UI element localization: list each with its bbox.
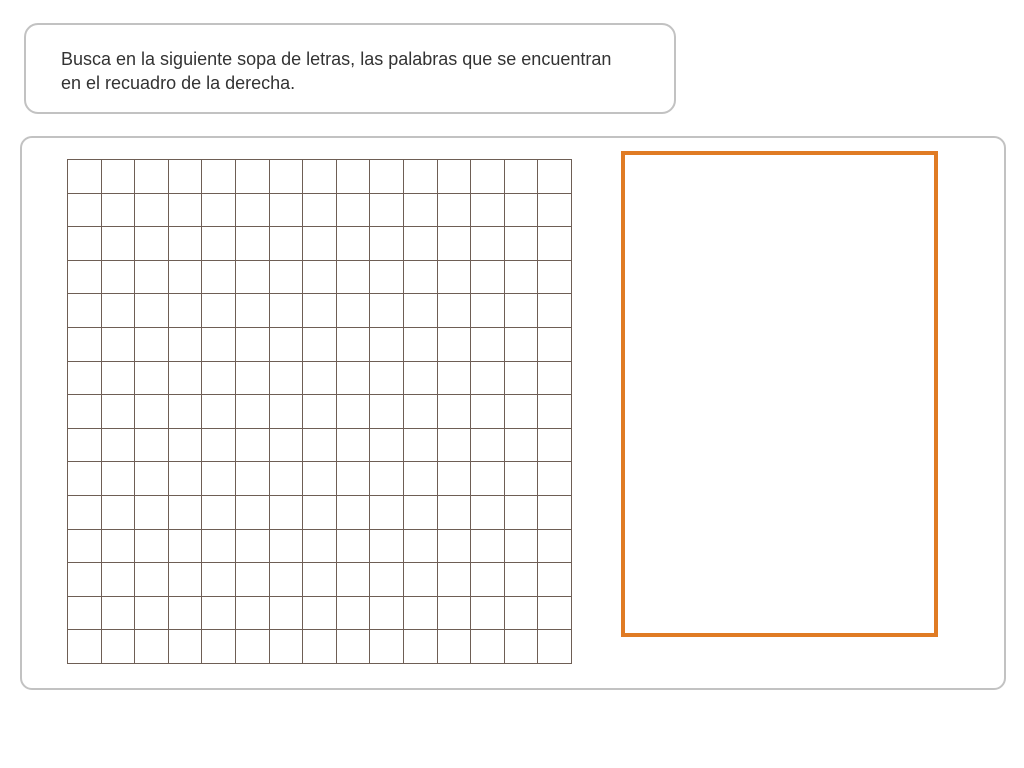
grid-cell[interactable] bbox=[202, 160, 236, 194]
grid-cell[interactable] bbox=[202, 597, 236, 631]
grid-cell[interactable] bbox=[270, 597, 304, 631]
grid-cell[interactable] bbox=[370, 429, 404, 463]
grid-cell[interactable] bbox=[135, 261, 169, 295]
grid-cell[interactable] bbox=[236, 328, 270, 362]
grid-cell[interactable] bbox=[438, 597, 472, 631]
grid-cell[interactable] bbox=[370, 395, 404, 429]
grid-cell[interactable] bbox=[404, 328, 438, 362]
grid-cell[interactable] bbox=[270, 563, 304, 597]
grid-cell[interactable] bbox=[404, 227, 438, 261]
grid-cell[interactable] bbox=[471, 563, 505, 597]
grid-cell[interactable] bbox=[538, 496, 572, 530]
grid-cell[interactable] bbox=[505, 294, 539, 328]
grid-cell[interactable] bbox=[236, 395, 270, 429]
grid-cell[interactable] bbox=[169, 429, 203, 463]
grid-cell[interactable] bbox=[505, 328, 539, 362]
grid-cell[interactable] bbox=[236, 227, 270, 261]
grid-cell[interactable] bbox=[236, 429, 270, 463]
grid-cell[interactable] bbox=[404, 429, 438, 463]
grid-cell[interactable] bbox=[337, 227, 371, 261]
grid-cell[interactable] bbox=[68, 194, 102, 228]
grid-cell[interactable] bbox=[135, 328, 169, 362]
grid-cell[interactable] bbox=[270, 261, 304, 295]
grid-cell[interactable] bbox=[270, 362, 304, 396]
grid-cell[interactable] bbox=[505, 496, 539, 530]
grid-cell[interactable] bbox=[505, 462, 539, 496]
grid-cell[interactable] bbox=[404, 362, 438, 396]
grid-cell[interactable] bbox=[270, 530, 304, 564]
grid-cell[interactable] bbox=[538, 194, 572, 228]
grid-cell[interactable] bbox=[236, 597, 270, 631]
grid-cell[interactable] bbox=[471, 395, 505, 429]
grid-cell[interactable] bbox=[438, 194, 472, 228]
grid-cell[interactable] bbox=[538, 630, 572, 664]
grid-cell[interactable] bbox=[404, 462, 438, 496]
grid-cell[interactable] bbox=[68, 294, 102, 328]
grid-cell[interactable] bbox=[202, 429, 236, 463]
grid-cell[interactable] bbox=[135, 194, 169, 228]
grid-cell[interactable] bbox=[303, 395, 337, 429]
grid-cell[interactable] bbox=[303, 496, 337, 530]
grid-cell[interactable] bbox=[471, 362, 505, 396]
grid-cell[interactable] bbox=[236, 563, 270, 597]
grid-cell[interactable] bbox=[68, 429, 102, 463]
grid-cell[interactable] bbox=[438, 530, 472, 564]
grid-cell[interactable] bbox=[236, 261, 270, 295]
grid-cell[interactable] bbox=[270, 294, 304, 328]
grid-cell[interactable] bbox=[438, 294, 472, 328]
grid-cell[interactable] bbox=[68, 328, 102, 362]
grid-cell[interactable] bbox=[236, 194, 270, 228]
grid-cell[interactable] bbox=[135, 496, 169, 530]
grid-cell[interactable] bbox=[337, 597, 371, 631]
grid-cell[interactable] bbox=[303, 597, 337, 631]
grid-cell[interactable] bbox=[135, 227, 169, 261]
grid-cell[interactable] bbox=[471, 160, 505, 194]
grid-cell[interactable] bbox=[169, 194, 203, 228]
grid-cell[interactable] bbox=[505, 530, 539, 564]
grid-cell[interactable] bbox=[438, 563, 472, 597]
grid-cell[interactable] bbox=[202, 496, 236, 530]
grid-cell[interactable] bbox=[505, 160, 539, 194]
grid-cell[interactable] bbox=[202, 563, 236, 597]
grid-cell[interactable] bbox=[337, 395, 371, 429]
grid-cell[interactable] bbox=[102, 362, 136, 396]
grid-cell[interactable] bbox=[270, 496, 304, 530]
grid-cell[interactable] bbox=[438, 328, 472, 362]
grid-cell[interactable] bbox=[538, 395, 572, 429]
grid-cell[interactable] bbox=[135, 630, 169, 664]
grid-cell[interactable] bbox=[202, 294, 236, 328]
grid-cell[interactable] bbox=[538, 328, 572, 362]
grid-cell[interactable] bbox=[370, 563, 404, 597]
grid-cell[interactable] bbox=[169, 294, 203, 328]
grid-cell[interactable] bbox=[169, 328, 203, 362]
instructions-box bbox=[24, 23, 676, 114]
grid-cell[interactable] bbox=[337, 563, 371, 597]
grid-cell[interactable] bbox=[102, 496, 136, 530]
grid-cell[interactable] bbox=[438, 496, 472, 530]
grid-cell[interactable] bbox=[471, 630, 505, 664]
grid-cell[interactable] bbox=[505, 227, 539, 261]
grid-cell[interactable] bbox=[538, 462, 572, 496]
grid-cell[interactable] bbox=[68, 462, 102, 496]
grid-cell[interactable] bbox=[135, 395, 169, 429]
grid-cell[interactable] bbox=[68, 160, 102, 194]
grid-cell[interactable] bbox=[270, 194, 304, 228]
grid-cell[interactable] bbox=[337, 462, 371, 496]
word-list-box bbox=[621, 151, 938, 637]
grid-cell[interactable] bbox=[303, 429, 337, 463]
grid-cell[interactable] bbox=[505, 261, 539, 295]
grid-cell[interactable] bbox=[135, 160, 169, 194]
grid-cell[interactable] bbox=[303, 563, 337, 597]
grid-cell[interactable] bbox=[303, 227, 337, 261]
grid-cell[interactable] bbox=[135, 294, 169, 328]
grid-cell[interactable] bbox=[337, 429, 371, 463]
grid-cell[interactable] bbox=[236, 294, 270, 328]
grid-cell[interactable] bbox=[68, 630, 102, 664]
grid-cell[interactable] bbox=[102, 194, 136, 228]
grid-cell[interactable] bbox=[303, 160, 337, 194]
grid-cell[interactable] bbox=[538, 530, 572, 564]
grid-cell[interactable] bbox=[236, 630, 270, 664]
grid-cell[interactable] bbox=[404, 261, 438, 295]
grid-cell[interactable] bbox=[303, 194, 337, 228]
grid-cell[interactable] bbox=[202, 194, 236, 228]
grid-cell[interactable] bbox=[169, 227, 203, 261]
grid-cell[interactable] bbox=[270, 462, 304, 496]
grid-cell[interactable] bbox=[370, 462, 404, 496]
grid-cell[interactable] bbox=[337, 261, 371, 295]
grid-cell[interactable] bbox=[169, 563, 203, 597]
grid-cell[interactable] bbox=[438, 429, 472, 463]
grid-cell[interactable] bbox=[135, 362, 169, 396]
grid-cell[interactable] bbox=[337, 328, 371, 362]
grid-cell[interactable] bbox=[404, 160, 438, 194]
grid-cell[interactable] bbox=[471, 429, 505, 463]
grid-cell[interactable] bbox=[337, 362, 371, 396]
grid-cell[interactable] bbox=[202, 362, 236, 396]
grid-cell[interactable] bbox=[68, 395, 102, 429]
grid-cell[interactable] bbox=[471, 328, 505, 362]
grid-cell[interactable] bbox=[202, 395, 236, 429]
grid-cell[interactable] bbox=[102, 294, 136, 328]
grid-cell[interactable] bbox=[471, 227, 505, 261]
grid-cell[interactable] bbox=[303, 530, 337, 564]
grid-cell[interactable] bbox=[135, 563, 169, 597]
grid-cell[interactable] bbox=[337, 530, 371, 564]
grid-cell[interactable] bbox=[370, 261, 404, 295]
grid-cell[interactable] bbox=[370, 630, 404, 664]
grid-cell[interactable] bbox=[337, 630, 371, 664]
grid-cell[interactable] bbox=[370, 160, 404, 194]
grid-cell[interactable] bbox=[303, 294, 337, 328]
grid-cell[interactable] bbox=[102, 563, 136, 597]
grid-cell[interactable] bbox=[102, 328, 136, 362]
grid-cell[interactable] bbox=[270, 328, 304, 362]
grid-cell[interactable] bbox=[102, 597, 136, 631]
grid-cell[interactable] bbox=[169, 160, 203, 194]
grid-cell[interactable] bbox=[337, 294, 371, 328]
grid-cell[interactable] bbox=[270, 429, 304, 463]
grid-cell[interactable] bbox=[471, 496, 505, 530]
grid-cell[interactable] bbox=[169, 496, 203, 530]
grid-cell[interactable] bbox=[202, 530, 236, 564]
grid-cell[interactable] bbox=[438, 630, 472, 664]
grid-cell[interactable] bbox=[471, 294, 505, 328]
grid-cell[interactable] bbox=[337, 496, 371, 530]
grid-cell[interactable] bbox=[236, 160, 270, 194]
grid-cell[interactable] bbox=[102, 429, 136, 463]
grid-cell[interactable] bbox=[438, 395, 472, 429]
grid-cell[interactable] bbox=[202, 227, 236, 261]
grid-cell[interactable] bbox=[505, 395, 539, 429]
instructions-text: Busca en la siguiente sopa de letras, las palabras que se encuentran en el recuadro de la derecha. bbox=[61, 49, 612, 93]
grid-cell[interactable] bbox=[236, 462, 270, 496]
grid-cell[interactable] bbox=[68, 227, 102, 261]
grid-cell[interactable] bbox=[538, 227, 572, 261]
grid-cell[interactable] bbox=[68, 362, 102, 396]
grid-cell[interactable] bbox=[538, 362, 572, 396]
grid-cell[interactable] bbox=[236, 362, 270, 396]
grid-cell[interactable] bbox=[370, 530, 404, 564]
grid-cell[interactable] bbox=[102, 395, 136, 429]
grid-cell[interactable] bbox=[404, 630, 438, 664]
grid-cell[interactable] bbox=[505, 362, 539, 396]
grid-cell[interactable] bbox=[337, 194, 371, 228]
grid-cell[interactable] bbox=[404, 294, 438, 328]
grid-cell[interactable] bbox=[438, 261, 472, 295]
grid-cell[interactable] bbox=[135, 530, 169, 564]
grid-cell[interactable] bbox=[270, 630, 304, 664]
grid-cell[interactable] bbox=[471, 462, 505, 496]
grid-cell[interactable] bbox=[370, 597, 404, 631]
grid-cell[interactable] bbox=[404, 496, 438, 530]
grid-cell[interactable] bbox=[538, 563, 572, 597]
grid-cell[interactable] bbox=[102, 160, 136, 194]
grid-cell[interactable] bbox=[404, 597, 438, 631]
grid-cell[interactable] bbox=[169, 597, 203, 631]
grid-cell[interactable] bbox=[538, 429, 572, 463]
grid-cell[interactable] bbox=[169, 261, 203, 295]
grid-cell[interactable] bbox=[471, 261, 505, 295]
grid-cell[interactable] bbox=[404, 395, 438, 429]
grid-cell[interactable] bbox=[270, 395, 304, 429]
grid-cell[interactable] bbox=[102, 530, 136, 564]
grid-cell[interactable] bbox=[505, 597, 539, 631]
grid-cell[interactable] bbox=[102, 630, 136, 664]
grid-cell[interactable] bbox=[370, 294, 404, 328]
grid-cell[interactable] bbox=[202, 462, 236, 496]
grid-cell[interactable] bbox=[505, 630, 539, 664]
grid-cell[interactable] bbox=[102, 261, 136, 295]
grid-cell[interactable] bbox=[102, 227, 136, 261]
grid-cell[interactable] bbox=[438, 462, 472, 496]
word-search-grid bbox=[67, 159, 572, 664]
grid-cell[interactable] bbox=[505, 194, 539, 228]
grid-cell[interactable] bbox=[303, 462, 337, 496]
grid-cell[interactable] bbox=[438, 160, 472, 194]
grid-cell[interactable] bbox=[471, 194, 505, 228]
grid-cell[interactable] bbox=[68, 496, 102, 530]
grid-cell[interactable] bbox=[538, 294, 572, 328]
grid-cell[interactable] bbox=[404, 563, 438, 597]
grid-cell[interactable] bbox=[169, 630, 203, 664]
grid-cell[interactable] bbox=[505, 563, 539, 597]
grid-cell[interactable] bbox=[68, 597, 102, 631]
grid-cell[interactable] bbox=[303, 261, 337, 295]
grid-cell[interactable] bbox=[169, 395, 203, 429]
grid-cell[interactable] bbox=[270, 160, 304, 194]
grid-cell[interactable] bbox=[370, 362, 404, 396]
grid-cell[interactable] bbox=[370, 227, 404, 261]
grid-cell[interactable] bbox=[68, 563, 102, 597]
grid-cell[interactable] bbox=[303, 630, 337, 664]
grid-cell[interactable] bbox=[337, 160, 371, 194]
grid-cell[interactable] bbox=[135, 429, 169, 463]
grid-cell[interactable] bbox=[471, 597, 505, 631]
grid-cell[interactable] bbox=[169, 362, 203, 396]
grid-cell[interactable] bbox=[68, 261, 102, 295]
grid-cell[interactable] bbox=[236, 530, 270, 564]
grid-cell[interactable] bbox=[202, 630, 236, 664]
grid-cell[interactable] bbox=[438, 362, 472, 396]
grid-cell[interactable] bbox=[505, 429, 539, 463]
grid-cell[interactable] bbox=[202, 328, 236, 362]
grid-cell[interactable] bbox=[471, 530, 505, 564]
grid-cell[interactable] bbox=[236, 496, 270, 530]
grid-cell[interactable] bbox=[538, 160, 572, 194]
grid-cell[interactable] bbox=[102, 462, 136, 496]
grid-cell[interactable] bbox=[68, 530, 102, 564]
grid-cell[interactable] bbox=[135, 462, 169, 496]
grid-cell[interactable] bbox=[169, 530, 203, 564]
grid-cell[interactable] bbox=[404, 194, 438, 228]
grid-cell[interactable] bbox=[135, 597, 169, 631]
grid-cell[interactable] bbox=[370, 328, 404, 362]
grid-cell[interactable] bbox=[438, 227, 472, 261]
grid-cell[interactable] bbox=[370, 496, 404, 530]
grid-cell[interactable] bbox=[169, 462, 203, 496]
grid-cell[interactable] bbox=[370, 194, 404, 228]
grid-cell[interactable] bbox=[538, 597, 572, 631]
grid-cell[interactable] bbox=[404, 530, 438, 564]
grid-cell[interactable] bbox=[270, 227, 304, 261]
grid-cell[interactable] bbox=[202, 261, 236, 295]
grid-cell[interactable] bbox=[303, 362, 337, 396]
grid-cell[interactable] bbox=[303, 328, 337, 362]
grid-cell[interactable] bbox=[538, 261, 572, 295]
